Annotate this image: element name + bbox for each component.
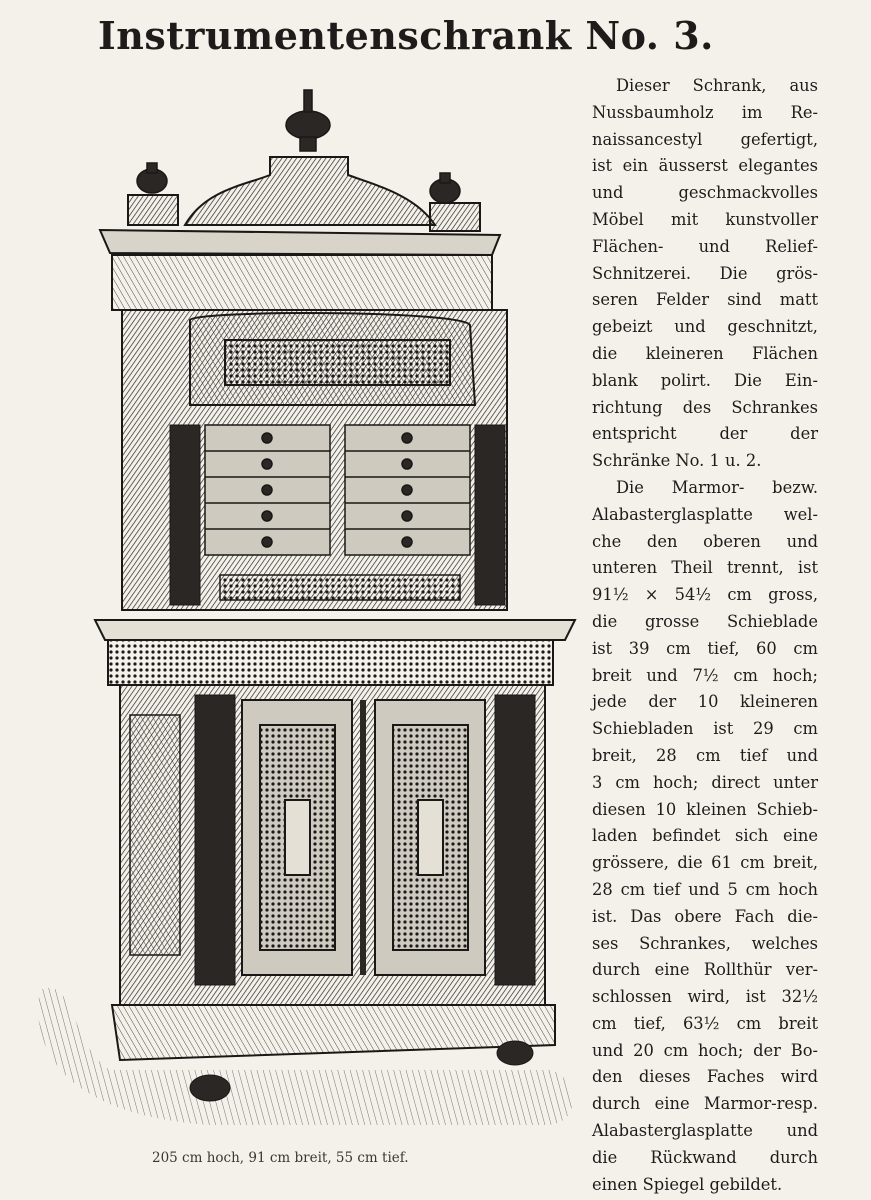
page-title: Instrumentenschrank No. 3. — [98, 13, 714, 58]
body-text-line: Schiebladen ist 29 cm — [592, 719, 818, 739]
body-text-line: grössere, die 61 cm breit, — [592, 853, 818, 873]
cornice — [100, 230, 500, 255]
body-text-line: 91½ × 54½ cm gross, — [592, 585, 818, 605]
body-text-line: 3 cm hoch; direct unter — [592, 772, 818, 792]
body-text-line: breit und 7½ cm hoch; — [592, 665, 818, 685]
body-text-line: die kleineren Flächen — [592, 343, 818, 363]
body-text-line: laden befindet sich eine — [592, 826, 818, 846]
crest — [185, 157, 435, 225]
body-text-line: naissancestyl gefertigt, — [592, 129, 818, 149]
body-text-line: Möbel mit kunstvoller — [592, 209, 818, 229]
body-text-line: jede der 10 kleineren — [592, 692, 818, 712]
body-text-line: durch eine Marmor-resp. — [592, 1094, 818, 1114]
body-text-line: Dieser Schrank, aus — [616, 76, 818, 95]
body-text-line: Schnitzerei. Die grös- — [592, 263, 818, 283]
carved-doors — [242, 700, 485, 975]
body-text-line: Alabasterglasplatte wel- — [592, 504, 818, 524]
body-text-line: ses Schrankes, welches — [592, 933, 818, 953]
body-text-line: diesen 10 kleinen Schieb- — [592, 799, 818, 819]
body-text — [592, 73, 818, 1198]
body-text-line: entspricht der der — [592, 424, 818, 444]
body-text-line: unteren Theil trennt, ist — [592, 558, 818, 578]
body-text-line: Alabasterglasplatte und — [592, 1121, 818, 1141]
body-text-line: che den oberen und — [592, 531, 818, 551]
plinth — [112, 1005, 555, 1060]
marble-slab — [95, 620, 575, 640]
body-text-line: ist ein äusserst elegantes — [592, 156, 818, 176]
body-text-line: Nussbaumholz im Re- — [592, 102, 818, 122]
body-text-line: und geschmackvolles — [592, 183, 818, 203]
body-text-line: die grosse Schieblade — [592, 611, 818, 631]
body-text-line: gebeizt und geschnitzt, — [592, 317, 818, 337]
body-text-line: den dieses Faches wird — [592, 1067, 818, 1087]
body-text-line: die Rückwand durch — [592, 1147, 818, 1167]
cabinet-engraving — [30, 85, 585, 1130]
body-text-line: blank polirt. Die Ein- — [592, 370, 818, 390]
figure-caption: 205 cm hoch, 91 cm breit, 55 cm tief. — [152, 1150, 409, 1166]
body-text-line: Flächen- und Relief- — [592, 236, 818, 256]
body-text-line: 28 cm tief und 5 cm hoch — [592, 879, 818, 899]
body-text-line: durch eine Rollthür ver- — [592, 960, 818, 980]
body-text-line: breit, 28 cm tief und — [592, 745, 818, 765]
body-text-line: ist 39 cm tief, 60 cm — [592, 638, 818, 658]
body-text-line: und 20 cm hoch; der Bo- — [592, 1040, 818, 1060]
body-text-line: seren Felder sind matt — [592, 290, 818, 310]
body-text-line: cm tief, 63½ cm breit — [592, 1013, 818, 1033]
body-text-line: richtung des Schrankes — [592, 397, 818, 417]
body-text-line: Die Marmor- bezw. — [616, 477, 818, 497]
body-text-line: ist. Das obere Fach die- — [592, 906, 818, 926]
body-text-line: Schränke No. 1 u. 2. — [592, 451, 762, 471]
body-text-line: schlossen wird, ist 32½ — [592, 987, 818, 1007]
body-text-line: einen Spiegel gebildet. — [592, 1174, 783, 1194]
